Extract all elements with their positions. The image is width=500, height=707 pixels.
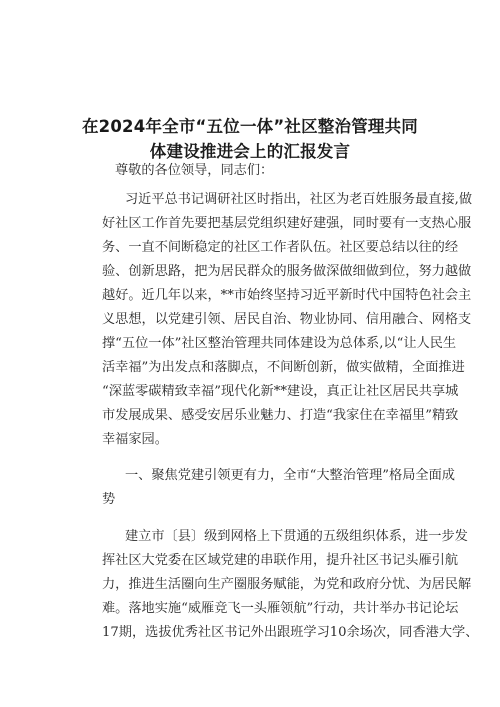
paragraph-1-line-2: 好社区工作首先要把基层党组织建好建强，同时要有一支热心服 [102,216,472,231]
paragraph-1-line-7: 撑“五位一体”社区整治管理共同体建设为总体系,以“让人民生 [102,336,457,351]
paragraph-1-line-5: 越好。近几年以来，**市始终坚持习近平新时代中国特色社会主 [102,288,472,303]
salutation: 尊敬的各位领导，同志们： [115,163,274,178]
paragraph-2-line-1: 建立市〔县〕级到网格上下贯通的五级组织体系，进一步发 [125,529,468,544]
paragraph-2-line-2: 挥社区大党委在区域党建的串联作用，提升社区书记头雁引航 [102,553,459,568]
paragraph-1-line-10: 市发展成果、感受安居乐业魅力、打造“我家住在幸福里”精致 [102,408,459,423]
paragraph-1-line-9: “深蓝零碳精致幸福”现代化新**建设，真正让社区居民共享城 [102,384,459,399]
paragraph-2-line-4: 难。落地实施“威雁竞飞一头雁领航”行动，共计举办书记论坛 [102,601,459,616]
document-title-line-2: 体建设推进会上的汇报发言 [149,142,351,161]
paragraph-1-line-11: 幸福家园。 [102,432,168,447]
paragraph-1-line-6: 义思想，以党建引领、居民自治、物业协同、信用融合、网格支 [102,312,472,327]
paragraph-1-line-1: 习近平总书记调研社区时指出，社区为老百姓服务最直接,做 [125,192,473,207]
section-heading-1-line-1: 一、聚焦党建引领更有力，全市“大整治管理”格局全面成 [125,468,455,483]
paragraph-1-line-8: 活幸福”为出发点和落脚点，不间断创新，做实做精，全面推进 [102,360,465,375]
document-title-line-1: 在2024年全市“五位一体”社区整治管理共同 [81,117,418,136]
section-heading-1-line-2: 势 [102,492,116,507]
paragraph-2-line-5: 17期，选拔优秀社区书记外出跟班学习10余场次，同香港大学、 [102,625,479,640]
paragraph-1-line-3: 务、一直不间断稳定的社区工作者队伍。社区要总结以往的经 [102,240,459,255]
paragraph-2-line-3: 力，推进生活圈向生产圈服务赋能，为党和政府分忧、为居民解 [102,577,472,592]
paragraph-1-line-4: 验、创新思路，把为居民群众的服务做深做细做到位，努力越做 [102,264,472,279]
